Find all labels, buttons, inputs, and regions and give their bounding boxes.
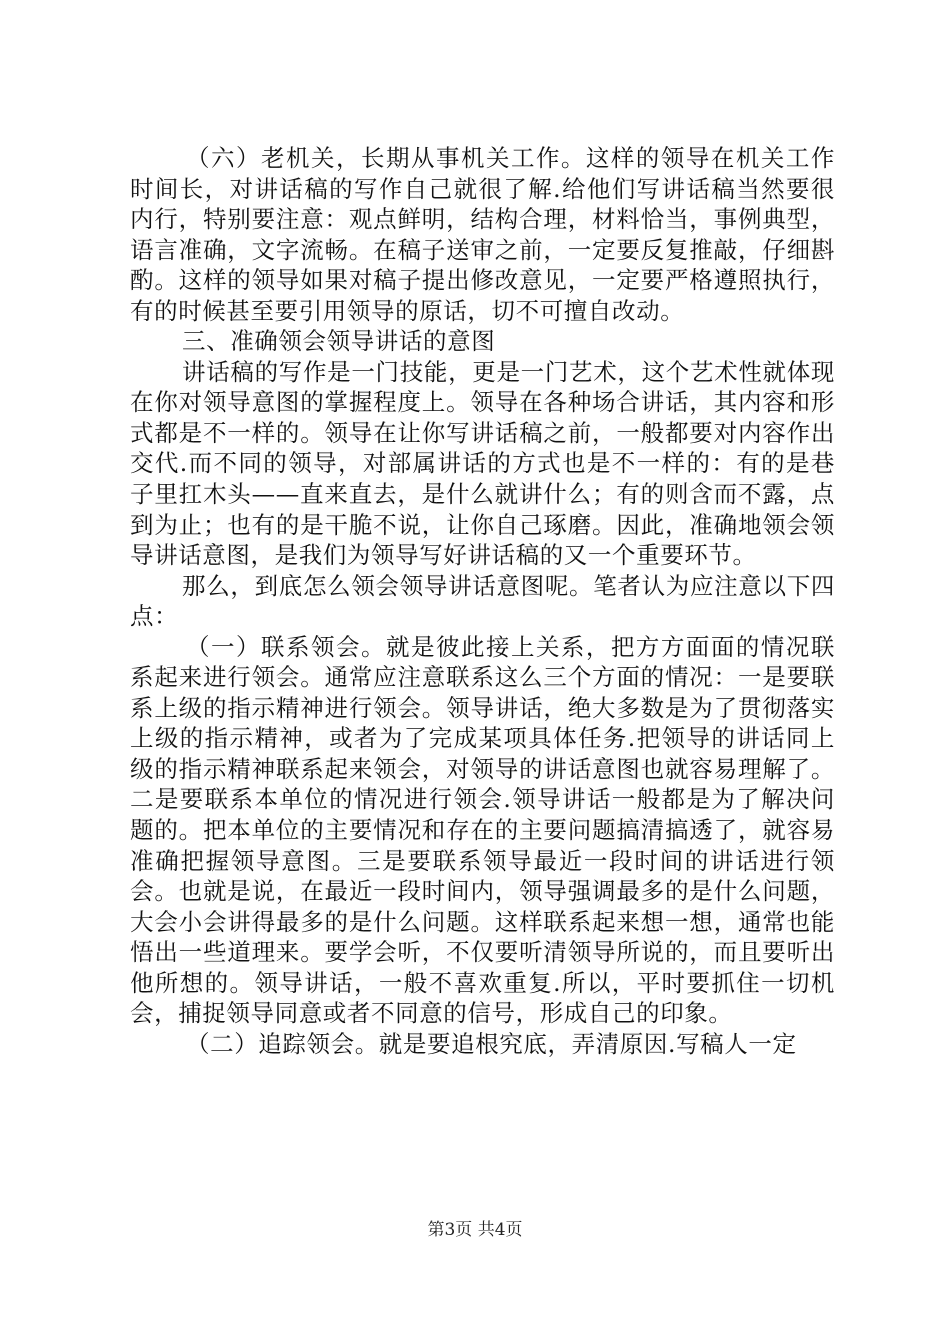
paragraph-four-points: 那么，到底怎么领会领导讲话意图呢。笔者认为应注意以下四点： — [130, 571, 835, 631]
paragraph-two-trace: （二）追踪领会。就是要追根究底，弄清原因.写稿人一定 — [186, 1029, 797, 1058]
paragraph-art-of-speech: 讲话稿的写作是一门技能，更是一门艺术，这个艺术性就体现在你对领导意图的掌握程度上。领导在各种场合讲话，其内容和形式都是不一样的。领导在让你写讲话稿之前，一般都要对内容作出交代.而不同的领导，对部属讲话的方式也是不一样的：有的是巷子里扛木头——直来直去，是什么就讲什么；有的则含而不露，点到为止；也有的是干脆不说，让你自己琢磨。因此，准确地领会领导讲话意图，是我们为领导写好讲话稿的又一个重要环节。 — [130, 357, 835, 570]
page-number-footer: 第3页 共4页 — [427, 1220, 523, 1240]
section-heading-three: 三、准确领会领导讲话的意图 — [182, 327, 496, 356]
paragraph-one-connect: （一）联系领会。就是彼此接上关系，把方方面面的情况联系起来进行领会。通常应注意联系这么三个方面的情况：一是要联系上级的指示精神进行领会。领导讲话，绝大多数是为了贯彻落实上级的指示精神，或者为了完成某项具体任务.把领导的讲话同上级的指示精神联系起来领会，对领导的讲话意图也就容易理解了。二是要联系本单位的情况进行领会.领导讲话一般都是为了解决问题的。把本单位的主要情况和存在的主要问题搞清搞透了，就容易准确把握领导意图。三是要联系领导最近一段时间的讲话进行领会。也就是说，在最近一段时间内，领导强调最多的是什么问题，大会小会讲得最多的是什么问题。这样联系起来想一想，通常也能悟出一些道理来。要学会听，不仅要听清领导所说的，而且要听出他所想的。领导讲话，一般不喜欢重复.所以，平时要抓住一切机会，捕捉领导同意或者不同意的信号，形成自己的印象。 — [130, 632, 835, 1028]
paragraph-six-old-official: （六）老机关，长期从事机关工作。这样的领导在机关工作时间长，对讲话稿的写作自己就很了解.给他们写讲话稿当然要很内行，特别要注意：观点鲜明，结构合理，材料恰当，事例典型，语言准确，文字流畅。在稿子送审之前，一定要反复推敲，仔细斟酌。这样的领导如果对稿子提出修改意见，一定要严格遵照执行，有的时候甚至要引用领导的原话，切不可擅自改动。 — [130, 144, 835, 325]
document-body — [130, 143, 835, 1059]
